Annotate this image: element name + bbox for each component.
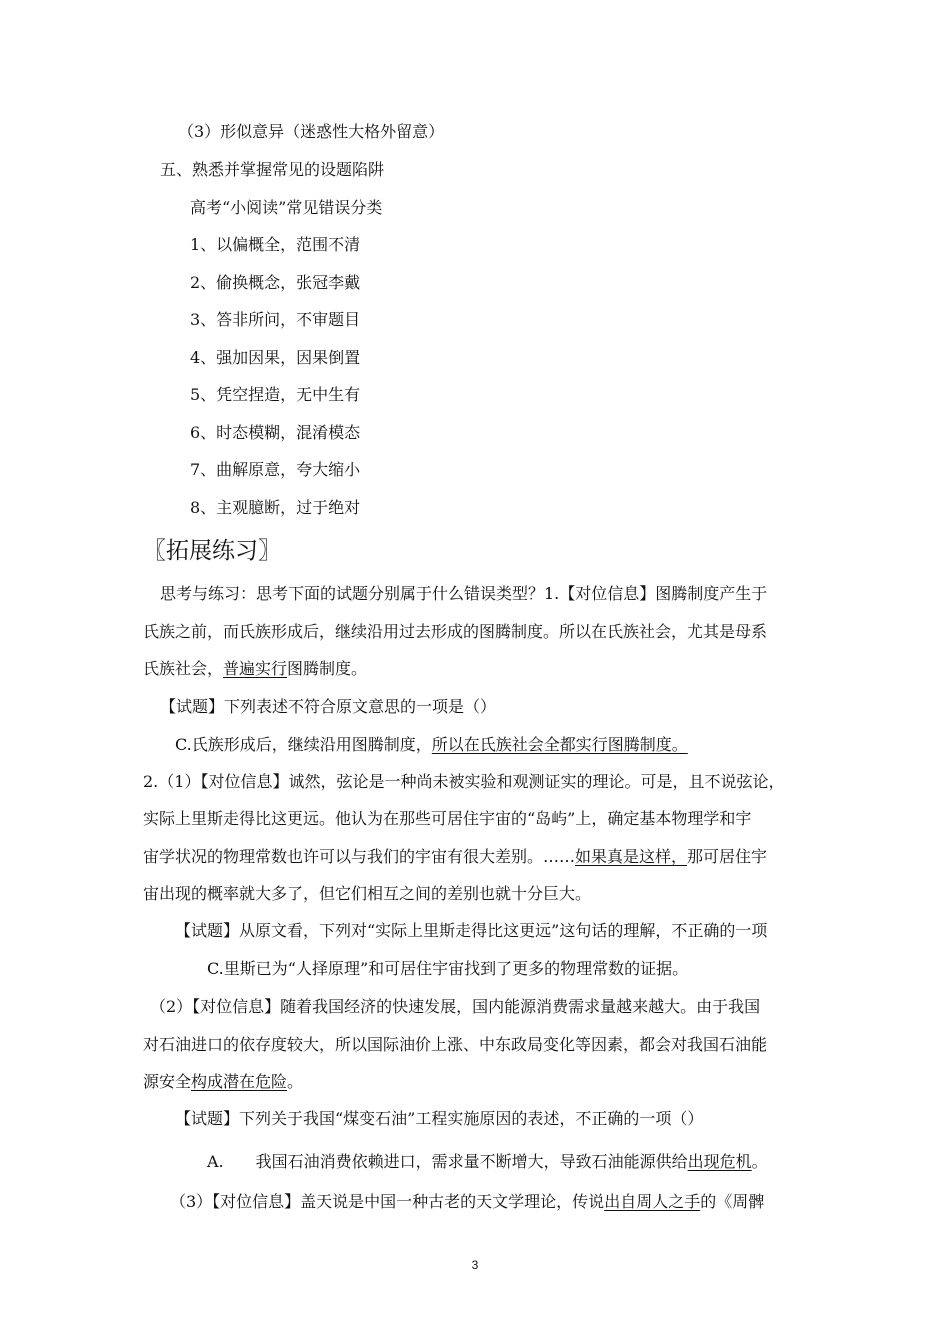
- paragraph-line: （2）【对位信息】随着我国经济的快速发展，国内能源消费需求量越来越大。由于我国: [150, 997, 761, 1016]
- paragraph-line: 氏族之前，而氏族形成后，继续沿用过去形成的图腾制度。所以在氏族社会，尤其是母系: [143, 622, 768, 641]
- exercise-heading: 〖拓展练习〗: [143, 538, 281, 564]
- error-type-item: 1、以偏概全，范围不清: [190, 235, 361, 254]
- error-type-item: 7、曲解原意，夸大缩小: [190, 460, 361, 479]
- paragraph-line: 对石油进口的依存度较大，所以国际油价上涨、中东政局变化等因素，都会对我国石油能: [143, 1035, 768, 1054]
- option-line: C.氏族形成后，继续沿用图腾制度，所以在氏族社会全都实行图腾制度。: [175, 735, 688, 754]
- paragraph-line: 氏族社会，普遍实行图腾制度。: [143, 659, 368, 678]
- error-type-item: 5、凭空捏造，无中生有: [190, 385, 361, 404]
- outline-item-3: （3）形似意异（迷惑性大格外留意）: [178, 122, 445, 141]
- underlined-phrase: 构成潜在危险: [191, 1072, 288, 1091]
- paragraph-line: 宙出现的概率就大多了，但它们相互之间的差别也就十分巨大。: [143, 884, 592, 903]
- error-classification-subtitle: 高考“小阅读”常见错误分类: [190, 198, 383, 217]
- paragraph-line: 宙学状况的物理常数也许可以与我们的宇宙有很大差别。……如果真是这样，那可居住宇: [143, 847, 768, 866]
- underlined-phrase: 出自周人之手: [604, 1192, 701, 1211]
- option-line: A. 我国石油消费依赖进口，需求量不断增大，导致石油能源供给出现危机。: [207, 1152, 768, 1171]
- underlined-phrase: 普遍实行: [223, 659, 288, 678]
- paragraph-line: 思考与练习：思考下面的试题分别属于什么错误类型？1.【对位信息】图腾制度产生于: [160, 584, 768, 603]
- paragraph-line: 2.（1）【对位信息】诚然，弦论是一种尚未被实验和观测证实的理论。可是，且不说弦论，: [143, 772, 785, 791]
- paragraph-line: （3）【对位信息】盖天说是中国一种古老的天文学理论，传说出自周人之手的《周髀: [170, 1192, 765, 1211]
- error-type-item: 6、时态模糊，混淆模态: [190, 423, 361, 442]
- underlined-phrase: 所以在氏族社会全都实行图腾制度。: [431, 735, 688, 754]
- question-line: 【试题】下列表述不符合原文意思的一项是（）: [160, 697, 497, 716]
- underlined-phrase: 出现危机: [687, 1152, 752, 1171]
- paragraph-line: 实际上里斯走得比这更远。他认为在那些可居住宇宙的“岛屿”上，确定基本物理学和宇: [143, 809, 752, 828]
- error-type-item: 4、强加因果，因果倒置: [190, 348, 361, 367]
- paragraph-line: 源安全构成潜在危险。: [143, 1072, 304, 1091]
- question-line: 【试题】从原文看，下列对“实际上里斯走得比这更远”这句话的理解，不正确的一项: [175, 921, 768, 940]
- error-type-item: 2、偷换概念，张冠李戴: [190, 273, 361, 292]
- option-line: C.里斯已为“人择原理”和可居住宇宙找到了更多的物理常数的证据。: [207, 959, 689, 978]
- error-type-item: 3、答非所问，不审题目: [190, 310, 361, 329]
- question-line: 【试题】下列关于我国“煤变石油”工程实施原因的表述，不正确的一项（）: [175, 1109, 704, 1128]
- page-number: 3: [471, 1258, 479, 1272]
- error-type-item: 8、主观臆断，过于绝对: [190, 498, 361, 517]
- underlined-phrase: 如果真是这样，: [575, 847, 688, 866]
- section-5-heading: 五、熟悉并掌握常见的设题陷阱: [160, 160, 385, 179]
